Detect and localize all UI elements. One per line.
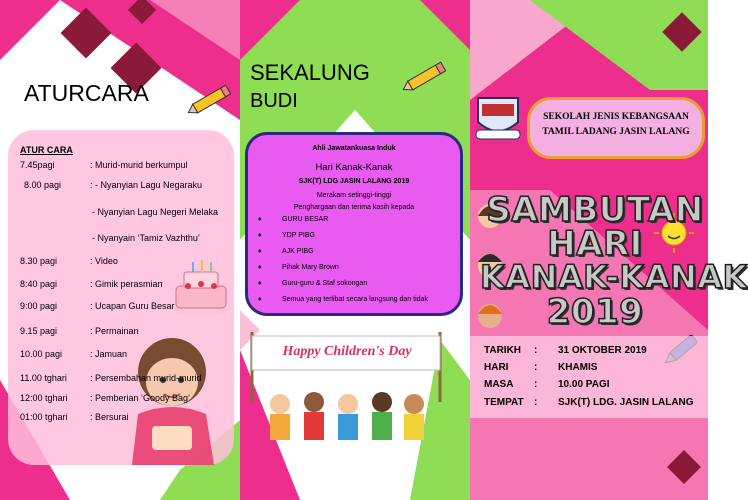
schedule-activity: : - Nyanyian Lagu Negaraku bbox=[90, 180, 203, 190]
event-info-value: 10.00 PAGI bbox=[558, 379, 610, 390]
title-sambutan: SAMBUTAN bbox=[486, 190, 704, 230]
committee-list-item: Semua yang terlibat secara langsung dan tidak bbox=[282, 296, 428, 303]
committee-thanks-line1: Merakam setinggi-tinggi bbox=[316, 192, 392, 199]
cake-illustration bbox=[168, 258, 234, 318]
schedule-time: 7.45pagi bbox=[20, 160, 55, 170]
school-name-line1: SEKOLAH JENIS KEBANGSAAN bbox=[543, 112, 689, 122]
committee-event: Hari Kanak-Kanak bbox=[315, 162, 393, 173]
event-info-separator: : bbox=[534, 362, 538, 373]
bullet-icon: ♦ bbox=[258, 296, 262, 303]
schedule-activity: - Nyanyian Lagu Negeri Melaka bbox=[92, 207, 219, 217]
committee-thanks-line2: Penghargaan dan terima kasih kepada bbox=[293, 204, 415, 211]
schedule-time: 9:00 pagi bbox=[20, 301, 58, 311]
schedule-activity: : Murid-murid berkumpul bbox=[90, 160, 188, 170]
schedule-activity: : Ucapan Guru Besar bbox=[90, 301, 175, 311]
school-logo bbox=[472, 92, 524, 142]
schedule-time: 10.00 pagi bbox=[20, 349, 63, 359]
schedule-activity: : Pemberian ‘Goody Bag’ bbox=[90, 393, 191, 403]
event-info-label: HARI bbox=[484, 362, 509, 373]
bullet-icon: ♦ bbox=[258, 280, 262, 287]
event-info-label: TARIKH bbox=[484, 345, 522, 356]
event-info-value: 31 OKTOBER 2019 bbox=[558, 345, 647, 356]
committee-list-item: YDP PIBG bbox=[282, 232, 315, 239]
schedule-time: 12:00 tghari bbox=[20, 393, 68, 403]
committee-list-item: Pihak Mary Brown bbox=[282, 264, 339, 271]
event-info-value: KHAMIS bbox=[558, 362, 598, 373]
schedule-activity: - Nyanyain ‘Tamiz Vazhthu’ bbox=[92, 233, 200, 243]
committee-header: Ahli Jawatankuasa Induk bbox=[312, 145, 396, 152]
committee-box bbox=[245, 132, 463, 316]
event-info-label: MASA bbox=[484, 379, 514, 390]
committee-list-item: AJK PIBG bbox=[282, 248, 314, 255]
bullet-icon: ♦ bbox=[258, 216, 262, 223]
title-year: 2019 bbox=[546, 292, 644, 332]
childrens-day-illustration bbox=[240, 322, 455, 452]
committee-list-item: Guru-guru & Staf sokongan bbox=[282, 280, 368, 287]
budi-heading: BUDI bbox=[250, 90, 298, 112]
schedule-time: 8.00 pagi bbox=[24, 180, 62, 190]
pencil-icon bbox=[400, 62, 450, 92]
schedule-time: 8:40 pagi bbox=[20, 279, 58, 289]
event-info-separator: : bbox=[534, 345, 538, 356]
schedule-activity: : Permainan bbox=[90, 326, 139, 336]
schedule-time: 01:00 tghari bbox=[20, 412, 68, 422]
title-hari: HARI bbox=[547, 224, 643, 264]
school-name-line2: TAMIL LADANG JASIN LALANG bbox=[542, 127, 690, 137]
event-info-separator: : bbox=[534, 397, 538, 408]
event-info-value: SJK(T) LDG. JASIN LALANG bbox=[558, 397, 694, 408]
schedule-activity: : Persembahan murid-murid bbox=[90, 373, 202, 383]
committee-school-year: SJK(T) LDG JASIN LALANG 2019 bbox=[298, 178, 410, 185]
aturcara-heading: ATURCARA bbox=[24, 80, 149, 106]
schedule-activity: : Video bbox=[90, 256, 118, 266]
schedule-title: ATUR CARA bbox=[20, 145, 73, 155]
schedule-time: 11.00 tghari bbox=[20, 373, 67, 383]
schedule-time: 8.30 pagi bbox=[20, 256, 58, 266]
bullet-icon: ♦ bbox=[258, 232, 262, 239]
bullet-icon: ♦ bbox=[258, 248, 262, 255]
schedule-activity: : Bersurai bbox=[90, 412, 129, 422]
banner-text: Happy Children's Day bbox=[282, 344, 412, 359]
title-kanak-kanak: KANAK-KANAK bbox=[480, 258, 748, 296]
schedule-time: 9.15 pagi bbox=[20, 326, 58, 336]
pencil-icon bbox=[185, 85, 235, 115]
schedule-activity: : Jamuan bbox=[90, 349, 128, 359]
schedule-activity: : Gimik perasmian bbox=[90, 279, 163, 289]
committee-list-item: GURU BESAR bbox=[282, 216, 329, 223]
sekalung-heading: SEKALUNG bbox=[250, 60, 370, 85]
bullet-icon: ♦ bbox=[258, 264, 262, 271]
event-info-separator: : bbox=[534, 379, 538, 390]
event-info-label: TEMPAT bbox=[484, 397, 524, 408]
